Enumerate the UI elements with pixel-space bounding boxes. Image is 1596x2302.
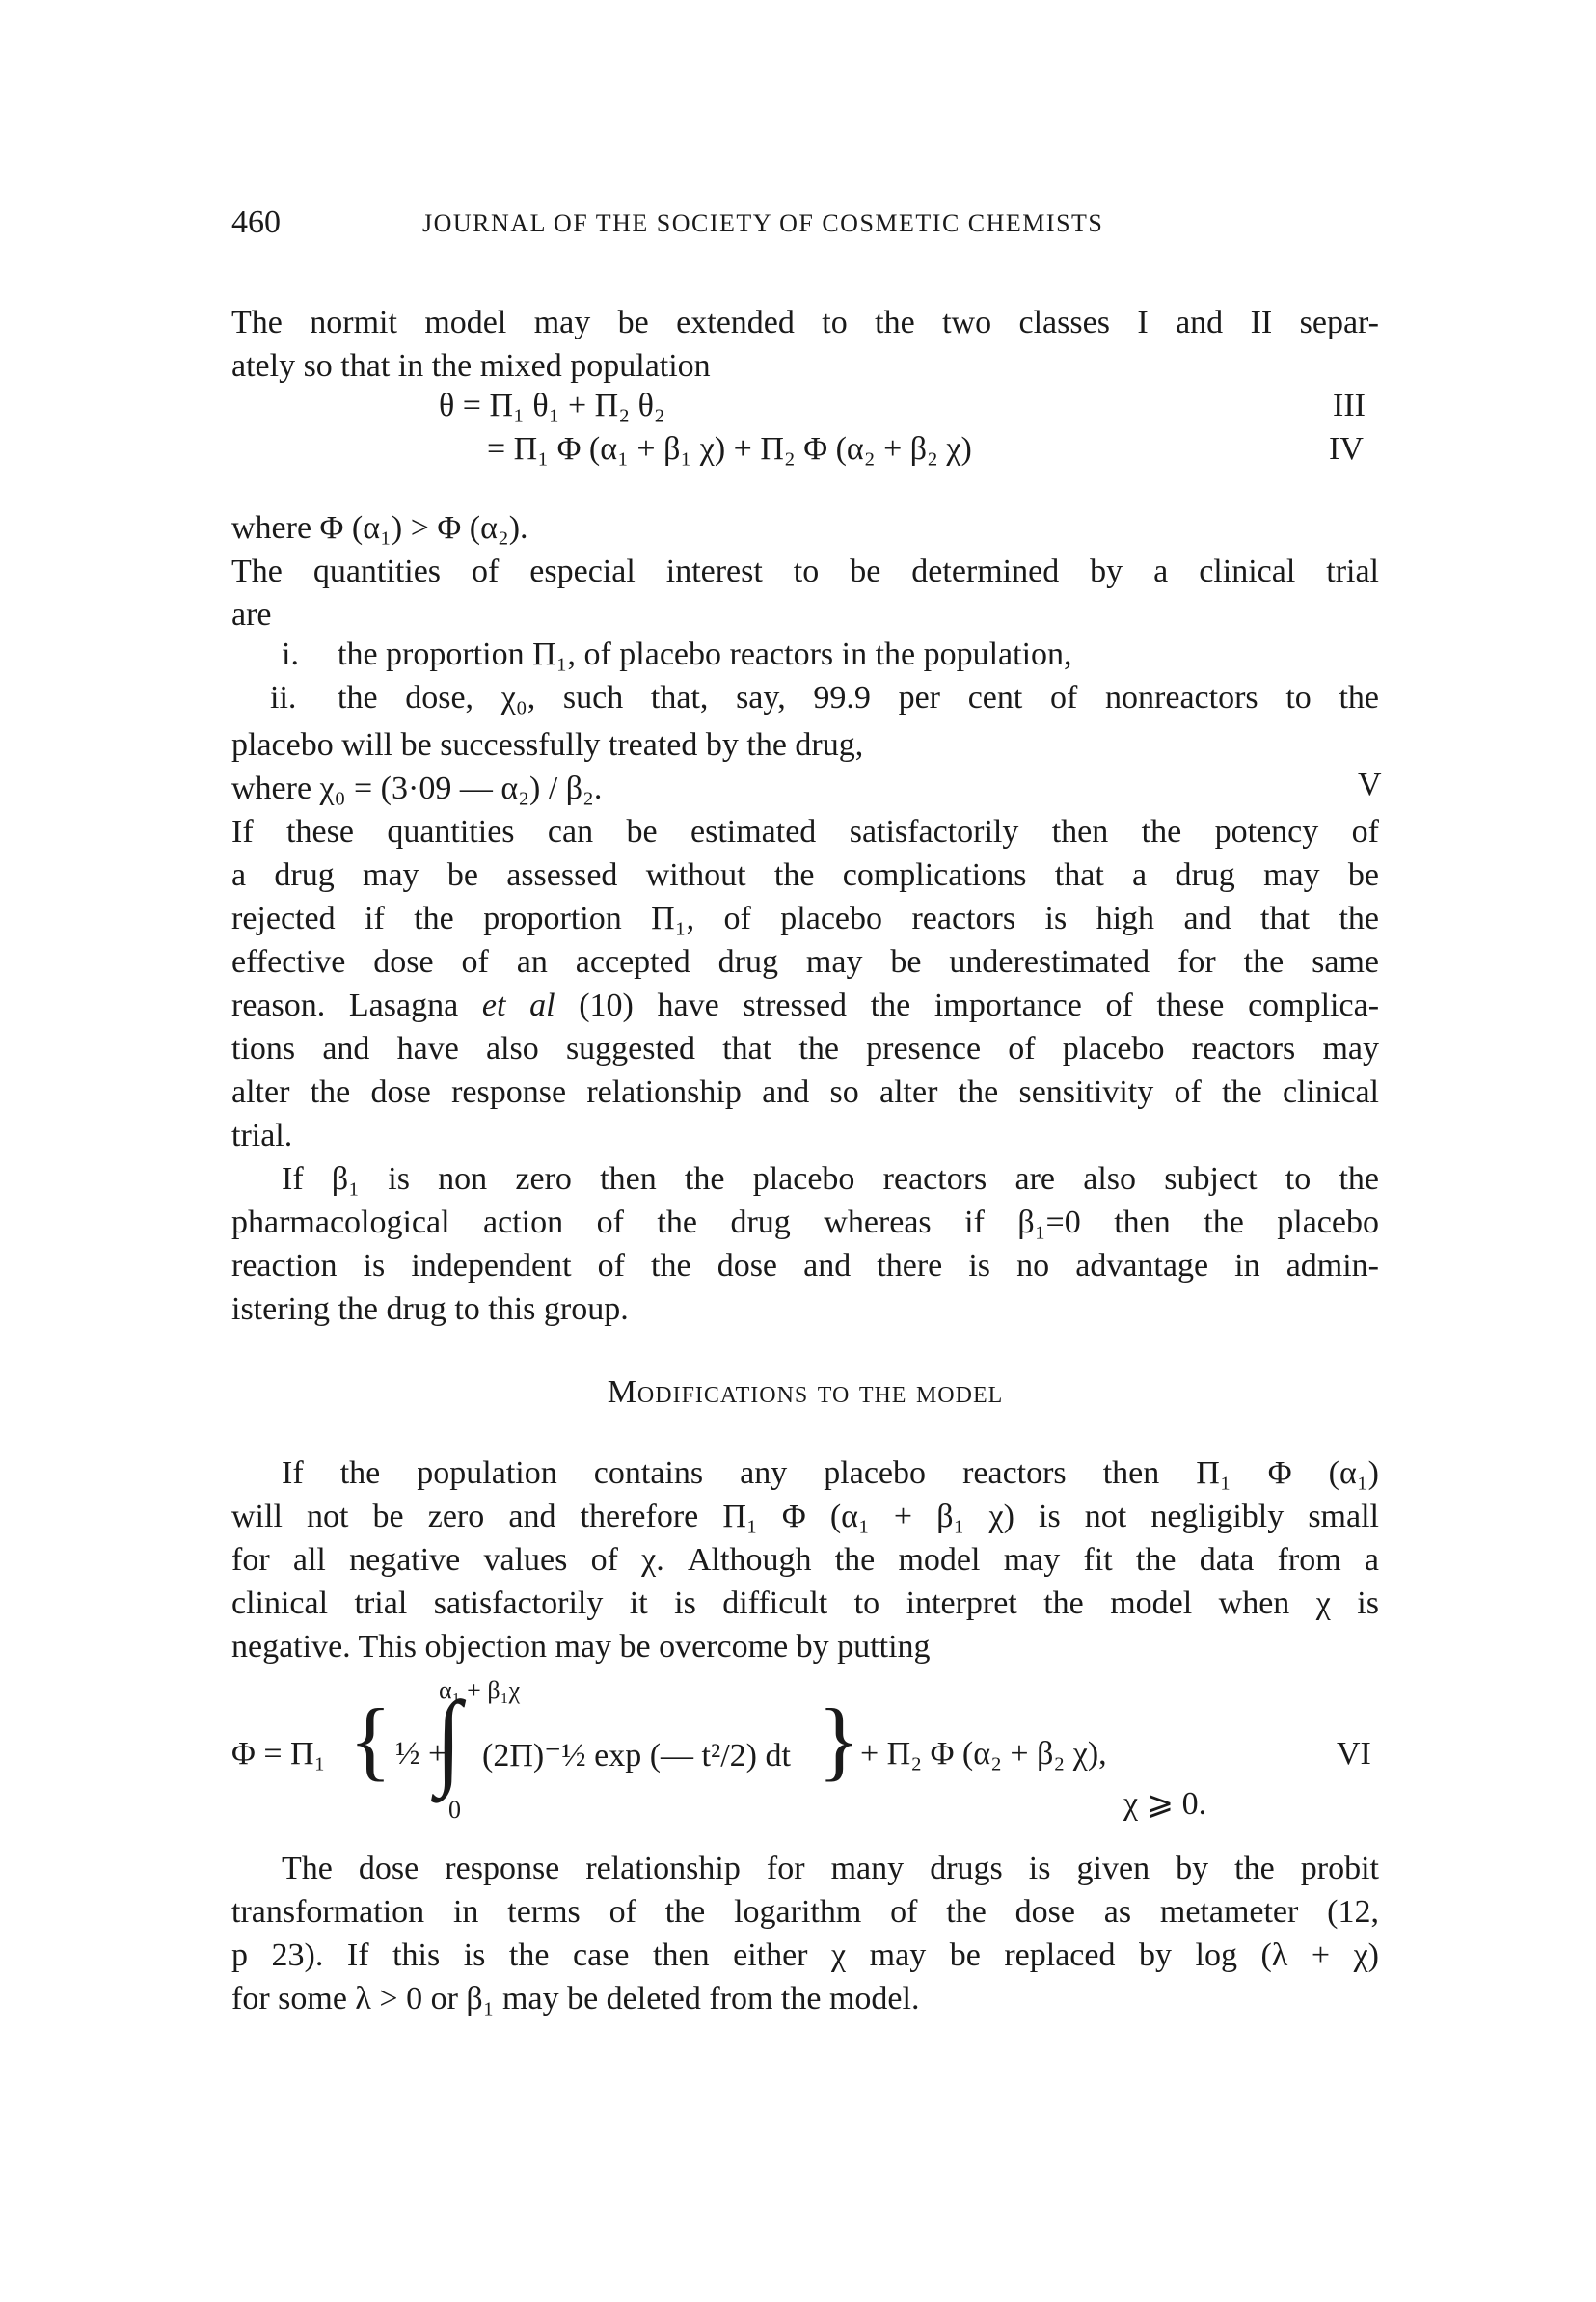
equation-right-side: + Π₂ Φ (α₂ + β₂ χ), [860, 1736, 1107, 1772]
text-line: transformation in terms of the logarithm of the dose as metameter (12, [231, 1894, 1379, 1930]
text-line: reaction is independent of the dose and there is no advantage in admin- [231, 1248, 1379, 1284]
list-item-text: the dose, χ₀, such that, say, 99.9 per cent of nonreactors to the [338, 680, 1379, 716]
equation-label-VI: VI [1337, 1736, 1371, 1772]
list-item-number: i. [282, 636, 299, 672]
text-line: If the population contains any placebo reactors then Π₁ Φ (α₁) [282, 1455, 1379, 1491]
text-line: p 23). If this is the case then either χ may be replaced by log (λ + χ) [231, 1937, 1379, 1973]
journal-title: JOURNAL OF THE SOCIETY OF COSMETIC CHEMISTS [422, 209, 1104, 237]
text-line: for all negative values of χ. Although the model may fit the data from a [231, 1542, 1379, 1578]
text-line: ately so that in the mixed population [231, 348, 711, 384]
text-line: pharmacological action of the drug whereas if β₁=0 then the placebo [231, 1205, 1379, 1240]
text-line: are [231, 597, 272, 633]
integral-lower-limit: 0 [448, 1796, 461, 1824]
text-line: negative. This objection may be overcome by putting [231, 1629, 931, 1665]
text-line [231, 984, 1379, 1027]
equation-half: ½ + [395, 1736, 447, 1772]
equation-label-V: V [1358, 767, 1382, 802]
integral-sign: ∫ [436, 1678, 462, 1798]
text-line: will not be zero and therefore Π₁ Φ (α₁ + β₁ χ) is not negligibly small [231, 1499, 1379, 1534]
text-line: The dose response relationship for many drugs is given by the probit [282, 1851, 1379, 1886]
text-run: reason. Lasagna [231, 988, 482, 1023]
equation-condition: χ ⩾ 0. [1123, 1786, 1207, 1822]
list-item-number: ii. [270, 680, 297, 716]
text-line: tions and have also suggested that the presence of placebo reactors may [231, 1031, 1379, 1067]
left-brace: { [349, 1691, 392, 1789]
text-line: The quantities of especial interest to be determined by a clinical trial [231, 554, 1379, 589]
section-heading [231, 1374, 1379, 1411]
integrand: (2Π)⁻½ exp (— t²/2) dt [482, 1738, 791, 1774]
text-line: where Φ (α₁) > Φ (α₂). [231, 510, 528, 546]
text-line: clinical trial satisfactorily it is difficult to interpret the model when χ is [231, 1585, 1379, 1621]
text-line: If β₁ is non zero then the placebo reactors are also subject to the [282, 1161, 1379, 1197]
text-line: effective dose of an accepted drug may be underestimated for the same [231, 944, 1379, 980]
text-line: for some λ > 0 or β₁ may be deleted from the model. [231, 1981, 920, 2017]
text-line: rejected if the proportion Π₁, of placebo reactors is high and that the [231, 901, 1379, 936]
equation-IV: = Π₁ Φ (α₁ + β₁ χ) + Π₂ Φ (α₂ + β₂ χ) [487, 431, 972, 467]
equation-label-IV: IV [1329, 431, 1364, 467]
right-brace: } [818, 1691, 861, 1789]
text-line: If these quantities can be estimated satisfactorily then the potency of [231, 814, 1379, 850]
integral-upper-limit: α₁ + β₁χ [439, 1676, 521, 1704]
equation-left-side: Φ = Π₁ [231, 1736, 326, 1772]
equation-III: θ = Π₁ θ₁ + Π₂ θ₂ [439, 388, 665, 423]
text-line: istering the drug to this group. [231, 1291, 629, 1327]
text-line: alter the dose response relationship and so alter the sensitivity of the clinical [231, 1074, 1379, 1110]
section-heading-text: Modifications to the model [607, 1374, 1004, 1410]
text-line: placebo will be successfully treated by the drug, [231, 727, 864, 763]
italic-text: et al [481, 988, 555, 1023]
text-line: a drug may be assessed without the complications that a drug may be [231, 857, 1379, 893]
list-item-text: the proportion Π₁, of placebo reactors in the population, [338, 636, 1072, 672]
page-number: 460 [231, 204, 281, 240]
equation-V: where χ₀ = (3·09 — α₂) / β₂. [231, 771, 603, 806]
text-run: (10) have stressed the importance of these complica- [555, 988, 1380, 1023]
text-line: trial. [231, 1118, 293, 1153]
text-line: The normit model may be extended to the two classes I and II separ- [231, 305, 1379, 340]
equation-label-III: III [1333, 388, 1366, 423]
